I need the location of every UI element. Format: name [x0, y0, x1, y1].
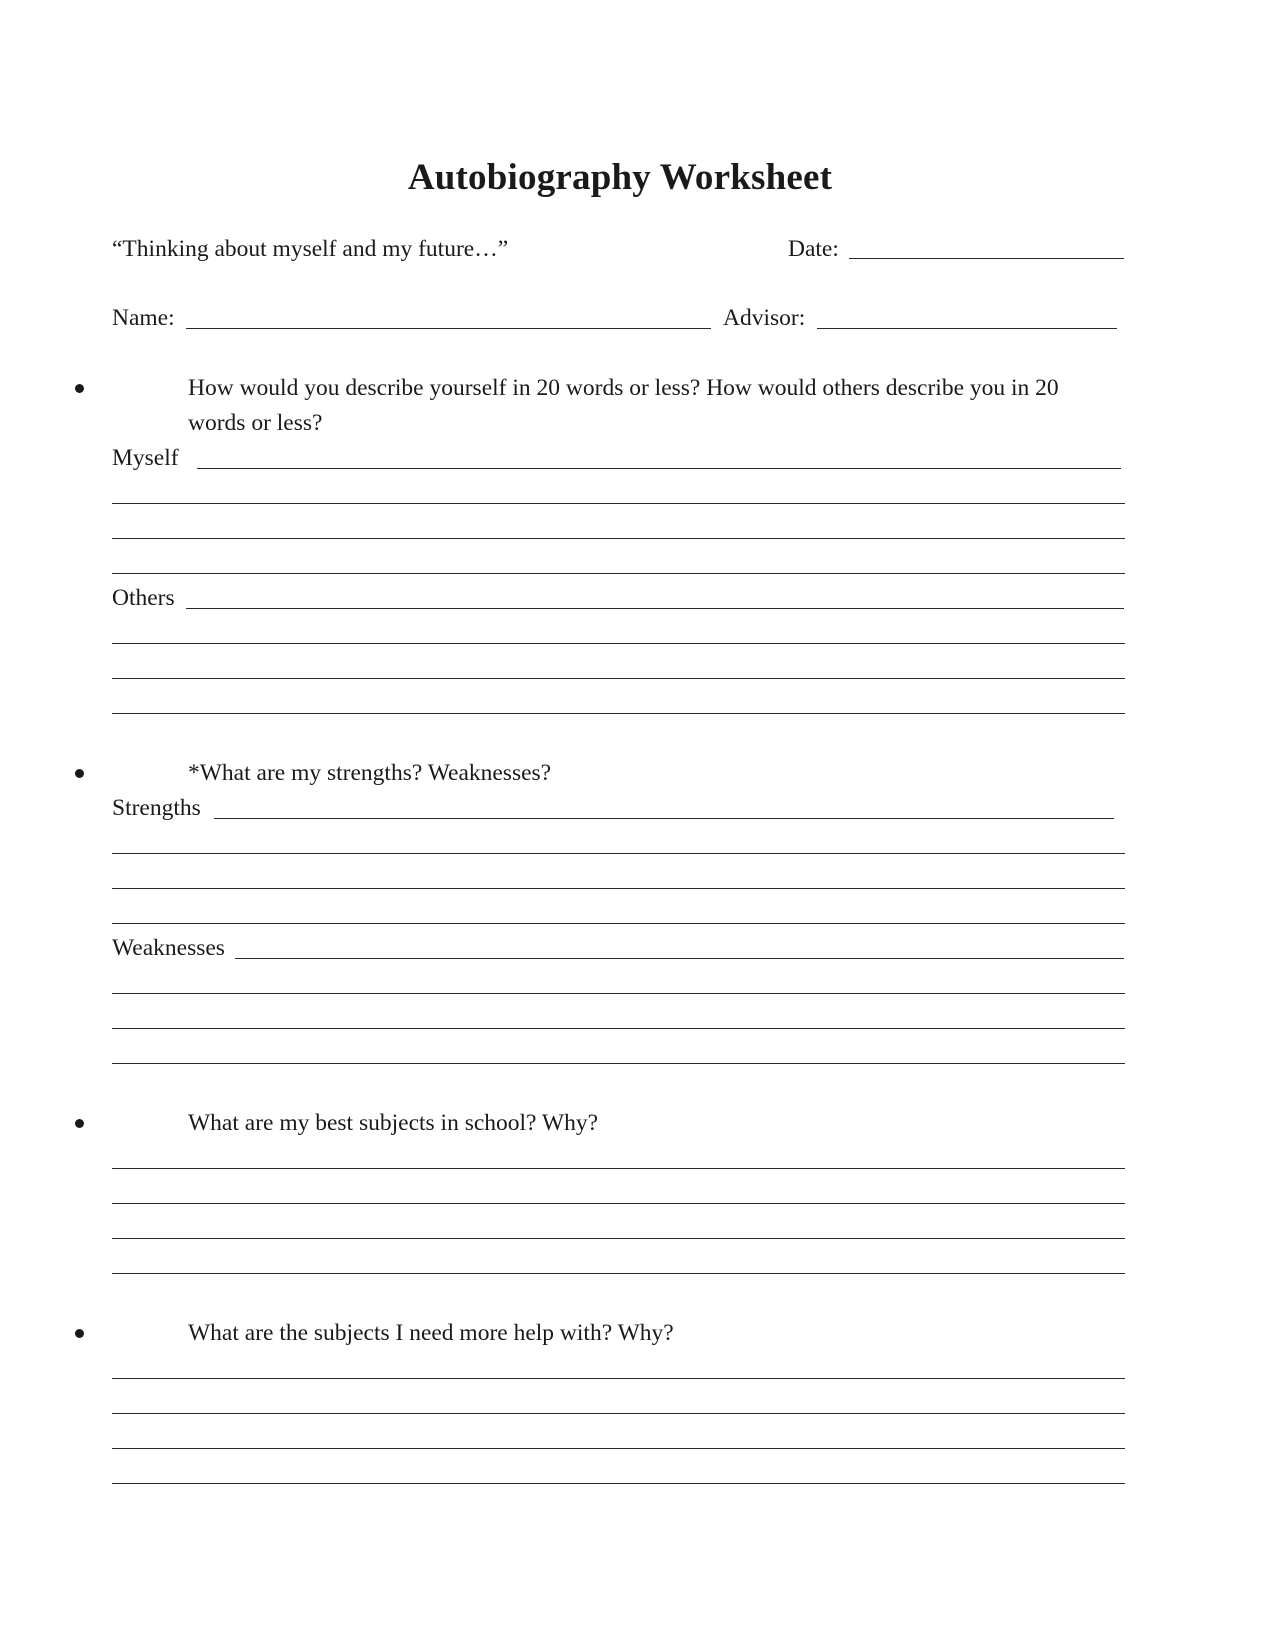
bullet-icon [75, 384, 84, 393]
others-label: Others [112, 585, 175, 611]
answer-line[interactable] [112, 1168, 1125, 1169]
answer-line[interactable] [112, 503, 1125, 504]
advisor-label: Advisor: [723, 305, 806, 331]
question-best-subjects: What are my best subjects in school? Why? [188, 1110, 599, 1136]
bullet-icon [75, 1119, 84, 1128]
answer-line[interactable] [112, 1413, 1125, 1414]
others-field[interactable] [186, 608, 1124, 609]
answer-line[interactable] [112, 573, 1125, 574]
answer-line[interactable] [112, 1238, 1125, 1239]
date-field[interactable] [849, 258, 1124, 259]
answer-line[interactable] [112, 888, 1125, 889]
strengths-field[interactable] [214, 818, 1114, 819]
answer-line[interactable] [112, 923, 1125, 924]
weaknesses-label: Weaknesses [112, 935, 225, 961]
question-describe-line2: words or less? [188, 410, 323, 436]
answer-line[interactable] [112, 1378, 1125, 1379]
myself-label: Myself [112, 445, 179, 471]
answer-line[interactable] [112, 678, 1125, 679]
name-field[interactable] [186, 328, 711, 329]
answer-line[interactable] [112, 1028, 1125, 1029]
name-label: Name: [112, 305, 175, 331]
answer-line[interactable] [112, 1448, 1125, 1449]
advisor-field[interactable] [817, 328, 1117, 329]
answer-line[interactable] [112, 993, 1125, 994]
myself-field[interactable] [197, 468, 1121, 469]
question-describe-line1: How would you describe yourself in 20 words or less? How would others describe you in 20 [188, 375, 1059, 401]
bullet-icon [75, 769, 84, 778]
tagline-text: “Thinking about myself and my future…” [112, 236, 509, 262]
answer-line[interactable] [112, 713, 1125, 714]
bullet-icon [75, 1329, 84, 1338]
question-strengths: *What are my strengths? Weaknesses? [188, 760, 552, 786]
answer-line[interactable] [112, 853, 1125, 854]
answer-line[interactable] [112, 1273, 1125, 1274]
answer-line[interactable] [112, 643, 1125, 644]
answer-line[interactable] [112, 538, 1125, 539]
weaknesses-field[interactable] [235, 958, 1124, 959]
date-label: Date: [788, 236, 839, 262]
answer-line[interactable] [112, 1483, 1125, 1484]
question-help-subjects: What are the subjects I need more help with? Why? [188, 1320, 674, 1346]
answer-line[interactable] [112, 1063, 1125, 1064]
answer-line[interactable] [112, 1203, 1125, 1204]
strengths-label: Strengths [112, 795, 201, 821]
page-title: Autobiography Worksheet [407, 157, 833, 198]
